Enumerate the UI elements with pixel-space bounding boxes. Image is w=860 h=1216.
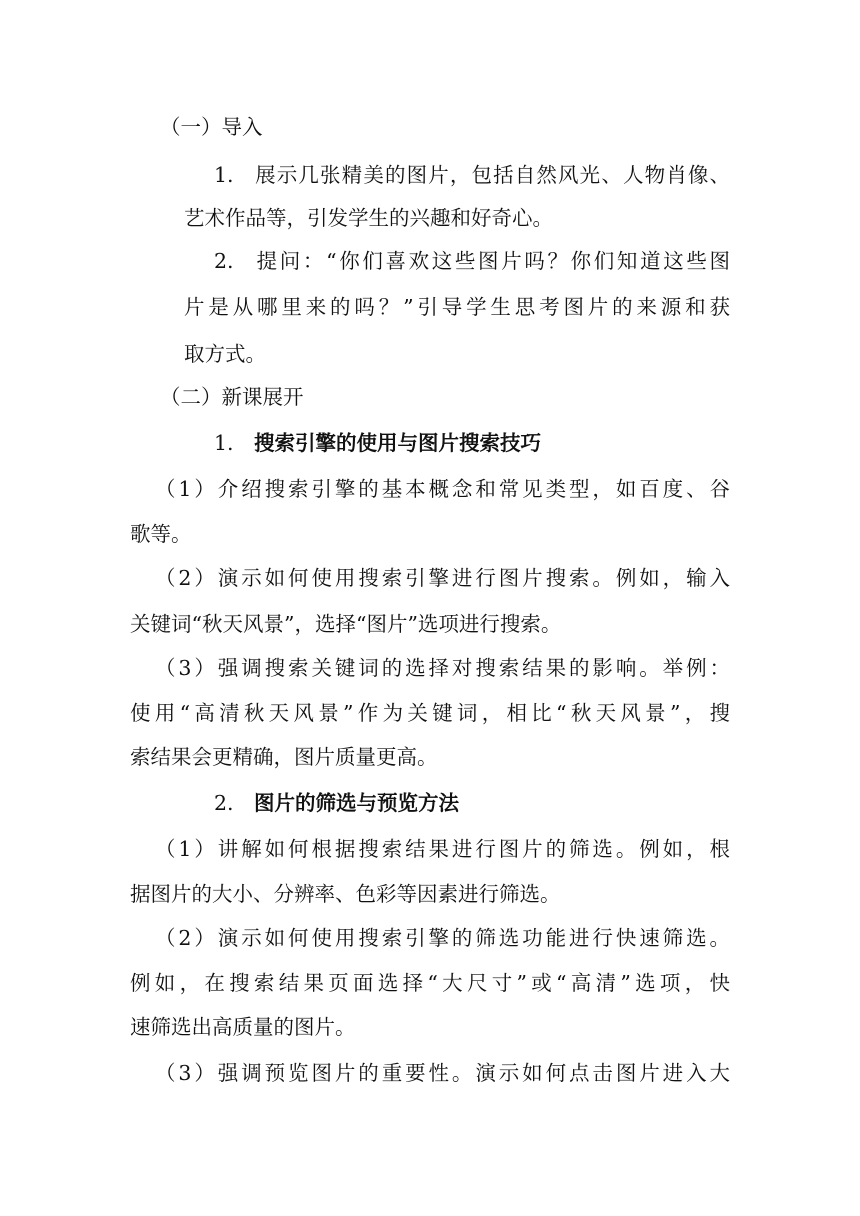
topic-1-para-3-line-2: 使用“高清秋天风景”作为关键词，相比“秋天风景”，搜 bbox=[130, 701, 730, 725]
item-number: 1. bbox=[214, 163, 234, 187]
topic-2-para-1-line-2: 据图片的大小、分辨率、色彩等因素进行筛选。 bbox=[130, 882, 561, 906]
topic-title: 搜索引擎的使用与图片搜索技巧 bbox=[254, 431, 541, 455]
topic-1-para-3-line-3: 索结果会更精确，图片质量更高。 bbox=[130, 745, 438, 769]
topic-1-para-1-line-2: 歌等。 bbox=[130, 522, 192, 546]
item-number: 2. bbox=[214, 249, 234, 273]
topic-number: 1. bbox=[214, 431, 234, 455]
topic-1-para-3-line-1: （3）强调搜索关键词的选择对搜索结果的影响。举例： bbox=[155, 656, 730, 680]
intro-item-1-line-1 bbox=[214, 160, 730, 190]
topic-2-para-2-line-2: 例如，在搜索结果页面选择“大尺寸”或“高清”选项，快 bbox=[130, 971, 730, 995]
topic-2-heading bbox=[214, 788, 459, 818]
section-heading-intro: （一）导入 bbox=[160, 115, 263, 139]
intro-item-2-line-2: 片是从哪里来的吗？”引导学生思考图片的来源和获 bbox=[184, 295, 730, 319]
section-heading-new-lesson: （二）新课展开 bbox=[160, 385, 304, 409]
topic-2-para-3-line-1: （3）强调预览图片的重要性。演示如何点击图片进入大 bbox=[155, 1061, 730, 1085]
topic-number: 2. bbox=[214, 791, 234, 815]
topic-2-para-2-line-1: （2）演示如何使用搜索引擎的筛选功能进行快速筛选。 bbox=[155, 926, 730, 950]
topic-1-para-2-line-1: （2）演示如何使用搜索引擎进行图片搜索。例如，输入 bbox=[155, 566, 730, 590]
intro-item-1-line-2: 艺术作品等，引发学生的兴趣和好奇心。 bbox=[184, 206, 553, 230]
topic-1-heading bbox=[214, 428, 541, 458]
topic-2-para-2-line-3: 速筛选出高质量的图片。 bbox=[130, 1015, 356, 1039]
topic-1-para-1-line-1: （1）介绍搜索引擎的基本概念和常见类型，如百度、谷 bbox=[155, 477, 730, 501]
topic-title: 图片的筛选与预览方法 bbox=[254, 791, 459, 815]
topic-2-para-1-line-1: （1）讲解如何根据搜索结果进行图片的筛选。例如，根 bbox=[155, 837, 730, 861]
topic-1-para-2-line-2: 关键词“秋天风景”，选择“图片”选项进行搜索。 bbox=[130, 612, 562, 636]
item-text: 提问：“你们喜欢这些图片吗？你们知道这些图 bbox=[254, 249, 730, 273]
intro-item-2-line-3: 取方式。 bbox=[184, 342, 266, 366]
intro-item-2-line-1 bbox=[214, 246, 730, 276]
item-text: 展示几张精美的图片，包括自然风光、人物肖像、 bbox=[254, 163, 730, 187]
